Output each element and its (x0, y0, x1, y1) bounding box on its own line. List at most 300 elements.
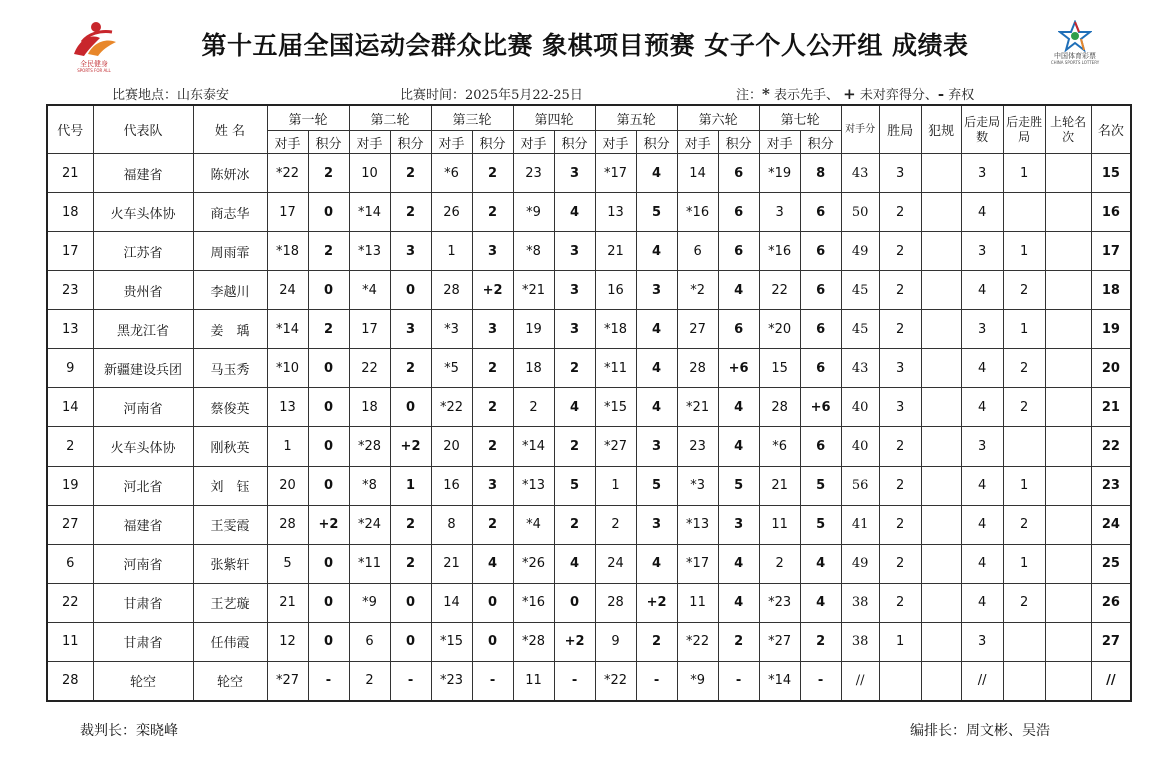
cell-points: 0 (554, 583, 595, 622)
cell-points: 4 (800, 544, 841, 583)
china-sports-lottery-logo (1040, 20, 1110, 68)
chief-scheduler: 编排长：周文彬、吴浩 (910, 723, 1050, 739)
sub-col-points: 积分 (390, 131, 431, 154)
cell-opponent: 21 (431, 544, 472, 583)
cell-points: 6 (718, 193, 759, 232)
cell-points: 4 (472, 544, 513, 583)
cell-points: 4 (718, 388, 759, 427)
cell-opponent: *9 (677, 661, 718, 701)
table-row (47, 154, 1131, 193)
cell-points: 4 (636, 544, 677, 583)
cell-opponent: *8 (349, 466, 390, 505)
cell-second-games: 4 (961, 193, 1003, 232)
cell-prev-rank (1045, 232, 1091, 271)
cell-points: 3 (554, 154, 595, 193)
cell-points: 3 (636, 271, 677, 310)
header-row-1 (47, 105, 1131, 131)
cell-rank: 18 (1091, 271, 1131, 310)
cell-code: 21 (47, 154, 93, 193)
col-round-1: 第一轮 (267, 105, 349, 131)
cell-opponent: *9 (513, 193, 554, 232)
cell-name: 轮空 (193, 661, 267, 701)
cell-points: - (472, 661, 513, 701)
cell-rank: 16 (1091, 193, 1131, 232)
cell-opponent: 24 (595, 544, 636, 583)
cell-points: 5 (718, 466, 759, 505)
cell-opponent: *22 (595, 661, 636, 701)
cell-rank: 17 (1091, 232, 1131, 271)
cell-opponent: 16 (595, 271, 636, 310)
cell-rank: 23 (1091, 466, 1131, 505)
logo-left-subcaption: SPORTS FOR ALL (77, 68, 111, 73)
cell-opponent: 22 (759, 271, 800, 310)
cell-name: 商志华 (193, 193, 267, 232)
cell-opponent: *18 (595, 310, 636, 349)
cell-points: +2 (636, 583, 677, 622)
cell-team: 贵州省 (93, 271, 193, 310)
cell-second-games: 3 (961, 622, 1003, 661)
cell-opponent: *3 (431, 310, 472, 349)
cell-points: 0 (308, 427, 349, 466)
legend-prefix: 注： (736, 88, 763, 103)
cell-opponent: 22 (349, 349, 390, 388)
cell-prev-rank (1045, 349, 1091, 388)
cell-points: 0 (308, 466, 349, 505)
cell-foul (921, 466, 961, 505)
cell-points: +2 (308, 505, 349, 544)
cell-opponent-score: 49 (841, 544, 879, 583)
cell-opponent: 17 (349, 310, 390, 349)
cell-opponent: 2 (513, 388, 554, 427)
cell-prev-rank (1045, 427, 1091, 466)
cell-opponent-score: 43 (841, 349, 879, 388)
cell-second-games: 4 (961, 544, 1003, 583)
cell-points: 4 (554, 544, 595, 583)
cell-points: 0 (308, 193, 349, 232)
cell-name: 姜 瑀 (193, 310, 267, 349)
cell-name: 陈妍冰 (193, 154, 267, 193)
cell-opponent: *9 (349, 583, 390, 622)
cell-points: 1 (390, 466, 431, 505)
sports-for-all-logo (66, 20, 122, 73)
cell-points: 2 (390, 349, 431, 388)
cell-opponent-score: 45 (841, 310, 879, 349)
cell-points: 6 (800, 427, 841, 466)
col-round-3: 第三轮 (431, 105, 513, 131)
cell-points: 5 (800, 505, 841, 544)
cell-wins: 3 (879, 388, 921, 427)
cell-rank: 27 (1091, 622, 1131, 661)
table-row (47, 583, 1131, 622)
cell-opponent: *13 (513, 466, 554, 505)
cell-second-games: 3 (961, 427, 1003, 466)
cell-foul (921, 427, 961, 466)
cell-points: 4 (554, 388, 595, 427)
sports-for-all-logo-icon (66, 20, 122, 60)
cell-code: 6 (47, 544, 93, 583)
cell-opponent: *8 (513, 232, 554, 271)
cell-opponent: *4 (349, 271, 390, 310)
cell-foul (921, 505, 961, 544)
cell-second-wins (1003, 193, 1045, 232)
cell-code: 27 (47, 505, 93, 544)
cell-name: 张紫轩 (193, 544, 267, 583)
cell-second-games: 3 (961, 154, 1003, 193)
legend-minus-text: 弃权 (944, 88, 975, 103)
cell-opponent: *22 (677, 622, 718, 661)
cell-opponent: *23 (431, 661, 472, 701)
cell-name: 李越川 (193, 271, 267, 310)
cell-points: - (308, 661, 349, 701)
col-foul: 犯规 (921, 105, 961, 154)
cell-points: 8 (800, 154, 841, 193)
cell-opponent: *26 (513, 544, 554, 583)
cell-points: 4 (636, 310, 677, 349)
cell-points: 4 (554, 193, 595, 232)
cell-name: 周雨霏 (193, 232, 267, 271)
cell-points: 2 (554, 427, 595, 466)
col-round-2: 第二轮 (349, 105, 431, 131)
sub-col-points: 积分 (308, 131, 349, 154)
cell-opponent-score: 49 (841, 232, 879, 271)
cell-points: 0 (308, 349, 349, 388)
cell-prev-rank (1045, 193, 1091, 232)
cell-points: 4 (636, 349, 677, 388)
cell-opponent: *27 (759, 622, 800, 661)
cell-code: 13 (47, 310, 93, 349)
cell-rank: 20 (1091, 349, 1131, 388)
cell-prev-rank (1045, 583, 1091, 622)
cell-points: 0 (390, 271, 431, 310)
cell-points: 2 (800, 622, 841, 661)
cell-prev-rank (1045, 388, 1091, 427)
cell-opponent-score: 45 (841, 271, 879, 310)
cell-team: 火车头体协 (93, 427, 193, 466)
cell-opponent: 14 (677, 154, 718, 193)
cell-points: 0 (390, 583, 431, 622)
cell-wins: 3 (879, 154, 921, 193)
cell-opponent: 11 (677, 583, 718, 622)
cell-opponent: 23 (513, 154, 554, 193)
col-prev-rank: 上轮名次 (1045, 105, 1091, 154)
cell-points: 0 (472, 622, 513, 661)
cell-opponent: 28 (431, 271, 472, 310)
cell-second-wins: 1 (1003, 544, 1045, 583)
cell-rank: 24 (1091, 505, 1131, 544)
cell-opponent: 18 (513, 349, 554, 388)
cell-second-wins (1003, 622, 1045, 661)
cell-prev-rank (1045, 544, 1091, 583)
cell-code: 19 (47, 466, 93, 505)
cell-points: 3 (554, 271, 595, 310)
cell-code: 17 (47, 232, 93, 271)
cell-team: 轮空 (93, 661, 193, 701)
cell-wins: 2 (879, 310, 921, 349)
table-row (47, 349, 1131, 388)
cell-foul (921, 349, 961, 388)
cell-second-games: 4 (961, 388, 1003, 427)
cell-second-wins: 2 (1003, 271, 1045, 310)
col-second-games: 后走局数 (961, 105, 1003, 154)
cell-opponent: 12 (267, 622, 308, 661)
cell-opponent: 2 (759, 544, 800, 583)
cell-opponent: 11 (759, 505, 800, 544)
cell-points: 3 (718, 505, 759, 544)
cell-opponent: 16 (431, 466, 472, 505)
cell-points: +6 (718, 349, 759, 388)
cell-opponent: 10 (349, 154, 390, 193)
header (0, 0, 1170, 80)
cell-opponent: 28 (595, 583, 636, 622)
cell-opponent: *27 (267, 661, 308, 701)
cell-points: 2 (472, 154, 513, 193)
cell-opponent: *5 (431, 349, 472, 388)
cell-points: 2 (718, 622, 759, 661)
cell-opponent: 17 (267, 193, 308, 232)
cell-opponent: *16 (677, 193, 718, 232)
cell-opponent: *20 (759, 310, 800, 349)
cell-points: 4 (636, 154, 677, 193)
cell-opponent: *19 (759, 154, 800, 193)
cell-wins: 2 (879, 583, 921, 622)
cell-points: +6 (800, 388, 841, 427)
cell-opponent: 8 (431, 505, 472, 544)
cell-points: 6 (800, 193, 841, 232)
cell-second-games: 4 (961, 271, 1003, 310)
cell-wins (879, 661, 921, 701)
cell-opponent: 6 (349, 622, 390, 661)
cell-opponent: 21 (595, 232, 636, 271)
cell-points: 5 (636, 466, 677, 505)
cell-opponent: 20 (431, 427, 472, 466)
cell-prev-rank (1045, 466, 1091, 505)
sub-col-points: 积分 (636, 131, 677, 154)
cell-code: 2 (47, 427, 93, 466)
cell-second-games: 3 (961, 232, 1003, 271)
cell-wins: 2 (879, 193, 921, 232)
cell-points: 6 (718, 310, 759, 349)
cell-second-wins: 1 (1003, 232, 1045, 271)
cell-points: 2 (308, 154, 349, 193)
table-row (47, 193, 1131, 232)
cell-opponent: *15 (431, 622, 472, 661)
col-name: 姓 名 (193, 105, 267, 154)
cell-points: 4 (800, 583, 841, 622)
cell-name: 蔡俊英 (193, 388, 267, 427)
cell-second-wins: 1 (1003, 310, 1045, 349)
cell-opponent: *14 (349, 193, 390, 232)
cell-points: 0 (390, 388, 431, 427)
cell-opponent-score: 38 (841, 583, 879, 622)
col-round-6: 第六轮 (677, 105, 759, 131)
sub-col-opponent: 对手 (513, 131, 554, 154)
cell-points: 4 (636, 388, 677, 427)
cell-points: 0 (308, 388, 349, 427)
cell-points: 0 (308, 622, 349, 661)
cell-points: 0 (390, 622, 431, 661)
cell-rank: // (1091, 661, 1131, 701)
cell-opponent-score: 43 (841, 154, 879, 193)
cell-foul (921, 271, 961, 310)
cell-points: 0 (472, 583, 513, 622)
cell-opponent: 24 (267, 271, 308, 310)
cell-points: 6 (800, 232, 841, 271)
cell-team: 河南省 (93, 388, 193, 427)
cell-second-games: 4 (961, 466, 1003, 505)
col-code: 代号 (47, 105, 93, 154)
cell-prev-rank (1045, 622, 1091, 661)
cell-team: 福建省 (93, 154, 193, 193)
cell-opponent: *16 (759, 232, 800, 271)
cell-points: 6 (718, 232, 759, 271)
table-row (47, 388, 1131, 427)
cell-opponent: *23 (759, 583, 800, 622)
sub-col-points: 积分 (472, 131, 513, 154)
cell-opponent-score: 40 (841, 427, 879, 466)
logo-right-caption: 中国体育彩票 (1054, 52, 1096, 60)
cell-opponent: 26 (431, 193, 472, 232)
cell-points: 6 (800, 310, 841, 349)
cell-rank: 22 (1091, 427, 1131, 466)
cell-opponent: 28 (267, 505, 308, 544)
cell-wins: 2 (879, 466, 921, 505)
cell-points: 0 (308, 583, 349, 622)
cell-second-games: 3 (961, 310, 1003, 349)
cell-team: 江苏省 (93, 232, 193, 271)
sub-col-opponent: 对手 (267, 131, 308, 154)
cell-team: 火车头体协 (93, 193, 193, 232)
cell-foul (921, 622, 961, 661)
cell-opponent: *17 (677, 544, 718, 583)
cell-points: 4 (718, 271, 759, 310)
cell-opponent-score: 56 (841, 466, 879, 505)
cell-opponent: 3 (759, 193, 800, 232)
cell-name: 马玉秀 (193, 349, 267, 388)
cell-prev-rank (1045, 310, 1091, 349)
results-table (46, 104, 1132, 702)
cell-team: 甘肃省 (93, 622, 193, 661)
cell-opponent: *28 (513, 622, 554, 661)
col-round-5: 第五轮 (595, 105, 677, 131)
cell-opponent: 11 (513, 661, 554, 701)
cell-code: 9 (47, 349, 93, 388)
cell-opponent-score: 38 (841, 622, 879, 661)
cell-points: - (636, 661, 677, 701)
cell-points: 6 (718, 154, 759, 193)
cell-opponent: *10 (267, 349, 308, 388)
cell-opponent: *2 (677, 271, 718, 310)
cell-name: 刘 钰 (193, 466, 267, 505)
cell-team: 福建省 (93, 505, 193, 544)
cell-opponent: *18 (267, 232, 308, 271)
cell-points: +2 (472, 271, 513, 310)
cell-points: 4 (718, 544, 759, 583)
cell-points: 5 (800, 466, 841, 505)
cell-points: 2 (472, 349, 513, 388)
cell-points: - (390, 661, 431, 701)
cell-team: 黑龙江省 (93, 310, 193, 349)
table-row (47, 466, 1131, 505)
cell-wins: 2 (879, 544, 921, 583)
cell-opponent: *16 (513, 583, 554, 622)
sub-col-opponent: 对手 (759, 131, 800, 154)
logo-left-caption: 全民健身 (80, 60, 108, 68)
cell-opponent: 18 (349, 388, 390, 427)
sub-col-points: 积分 (800, 131, 841, 154)
results-body (47, 154, 1131, 702)
cell-points: 3 (390, 232, 431, 271)
cell-second-wins: 2 (1003, 583, 1045, 622)
col-second-wins: 后走胜局 (1003, 105, 1045, 154)
cell-second-games: 4 (961, 349, 1003, 388)
cell-opponent: 13 (595, 193, 636, 232)
cell-wins: 2 (879, 427, 921, 466)
cell-foul (921, 193, 961, 232)
col-round-7: 第七轮 (759, 105, 841, 131)
cell-code: 18 (47, 193, 93, 232)
cell-opponent: 2 (595, 505, 636, 544)
cell-opponent-score: // (841, 661, 879, 701)
cell-points: 5 (636, 193, 677, 232)
table-row (47, 427, 1131, 466)
cell-opponent: 2 (349, 661, 390, 701)
table-row (47, 310, 1131, 349)
cell-foul (921, 388, 961, 427)
time-info: 比赛时间：2025年5月22-25日 (400, 88, 583, 103)
cell-opponent: *13 (349, 232, 390, 271)
cell-opponent: *14 (513, 427, 554, 466)
col-round-4: 第四轮 (513, 105, 595, 131)
cell-opponent: *11 (595, 349, 636, 388)
cell-points: 3 (636, 427, 677, 466)
cell-points: 4 (636, 232, 677, 271)
cell-points: - (554, 661, 595, 701)
chief-referee: 裁判长：栾晓峰 (80, 723, 178, 739)
cell-points: - (800, 661, 841, 701)
legend-minus-symbol: - (937, 85, 945, 103)
cell-foul (921, 310, 961, 349)
cell-opponent: 1 (431, 232, 472, 271)
cell-foul (921, 661, 961, 701)
cell-team: 甘肃省 (93, 583, 193, 622)
cell-opponent: *28 (349, 427, 390, 466)
cell-second-wins (1003, 427, 1045, 466)
cell-foul (921, 232, 961, 271)
table-row (47, 505, 1131, 544)
cell-prev-rank (1045, 271, 1091, 310)
cell-wins: 2 (879, 271, 921, 310)
table-row (47, 622, 1131, 661)
cell-foul (921, 583, 961, 622)
sub-col-opponent: 对手 (595, 131, 636, 154)
cell-rank: 21 (1091, 388, 1131, 427)
cell-team: 河北省 (93, 466, 193, 505)
cell-points: 2 (390, 505, 431, 544)
cell-opponent: 5 (267, 544, 308, 583)
cell-opponent: 20 (267, 466, 308, 505)
cell-opponent: *17 (595, 154, 636, 193)
cell-wins: 3 (879, 349, 921, 388)
cell-opponent: *27 (595, 427, 636, 466)
cell-code: 14 (47, 388, 93, 427)
cell-opponent: 9 (595, 622, 636, 661)
cell-points: 2 (554, 505, 595, 544)
col-wins: 胜局 (879, 105, 921, 154)
cell-points: 3 (390, 310, 431, 349)
cell-opponent: 23 (677, 427, 718, 466)
cell-points: 6 (800, 349, 841, 388)
table-row (47, 271, 1131, 310)
